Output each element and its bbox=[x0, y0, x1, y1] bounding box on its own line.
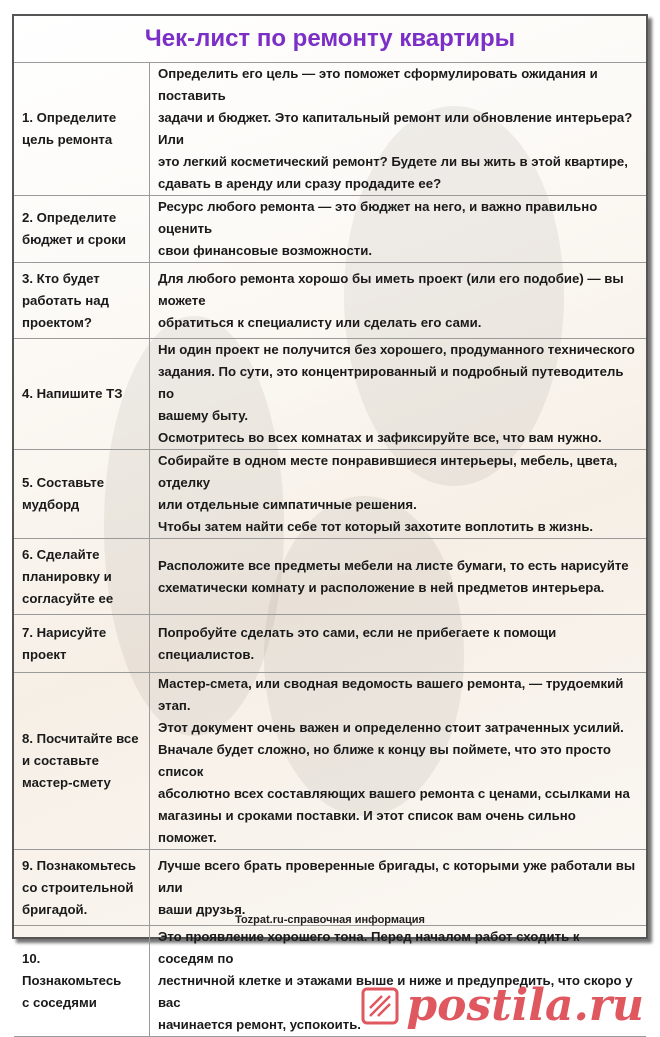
step-description-line: магазины и сроками поставки. И этот список вам очень сильно поможет. bbox=[158, 808, 576, 845]
step-label-line: работать над bbox=[22, 292, 109, 308]
step-label-line: 3. Кто будет bbox=[22, 270, 100, 286]
step-label-line: с соседями bbox=[22, 995, 97, 1010]
step-description-line: Чтобы затем найти себе тот который захотите воплотить в жизнь. bbox=[158, 519, 594, 534]
step-label-line: 8. Посчитайте все bbox=[22, 731, 139, 746]
step-description-line: Вначале будет сложно, но ближе к концу вы поймете, что это просто список bbox=[158, 742, 611, 779]
step-label bbox=[14, 926, 150, 1037]
step-description-line: Попробуйте сделать это сами, если не прибегаете к помощи специалистов. bbox=[158, 624, 557, 662]
checklist-row bbox=[14, 263, 646, 339]
step-label-line: бригадой. bbox=[22, 901, 88, 917]
step-description-line: лестничной клетке и этажами выше и ниже и предупредить, что скоро у вас bbox=[158, 973, 633, 1010]
step-label-line: 6. Сделайте bbox=[22, 546, 100, 562]
step-label bbox=[14, 539, 150, 615]
step-description bbox=[150, 339, 647, 450]
step-description-line: Лучше всего брать проверенные бригады, с которыми уже работали вы или bbox=[158, 857, 636, 895]
step-label bbox=[14, 263, 150, 339]
checklist-row bbox=[14, 450, 646, 539]
step-description bbox=[150, 539, 647, 615]
step-description-line: это легкий косметический ремонт? Будете ли вы жить в этой квартире, bbox=[158, 154, 628, 169]
step-description-line: задания. По сути, это концентрированный и подробный путеводитель по bbox=[158, 364, 624, 401]
step-description-line: Ни один проект не получится без хорошего, продуманного технического bbox=[158, 342, 635, 357]
checklist-row bbox=[14, 673, 646, 850]
checklist-row bbox=[14, 63, 646, 196]
step-description bbox=[150, 450, 647, 539]
page-title: Чек-лист по ремонту квартиры bbox=[14, 16, 646, 63]
step-description-line: Для любого ремонта хорошо бы иметь проект (или его подобие) — вы можете bbox=[158, 270, 624, 308]
step-description-line: или отдельные симпатичные решения. bbox=[158, 497, 417, 512]
step-label-line: 5. Составьте bbox=[22, 475, 105, 490]
step-description-line: Расположите все предметы мебели на листе бумаги, то есть нарисуйте bbox=[158, 557, 629, 573]
step-label-line: мудборд bbox=[22, 497, 80, 512]
step-description-line: Мастер-смета, или сводная ведомость вашего ремонта, — трудоемкий этап. bbox=[158, 676, 624, 713]
checklist-row bbox=[14, 196, 646, 263]
step-label-line: со строительной bbox=[22, 879, 134, 895]
checklist-row bbox=[14, 339, 646, 450]
step-label-line: 9. Познакомьтесь bbox=[22, 857, 136, 873]
step-label-line: согласуйте ее bbox=[22, 590, 114, 606]
step-description bbox=[150, 673, 647, 850]
step-label-line: 10. Познакомьтесь bbox=[22, 951, 122, 988]
step-description-line: схематически комнату и расположение в ней предметов интерьера. bbox=[158, 579, 605, 595]
step-description-line: начинается ремонт, успокоить. bbox=[158, 1017, 361, 1032]
step-label-line: бюджет и сроки bbox=[22, 232, 126, 247]
watermark-text: postila.ru bbox=[406, 980, 644, 1031]
step-description-line: Ресурс любого ремонта — это бюджет на него, и важно правильно оценить bbox=[158, 199, 598, 236]
step-description-line: вашему быту. bbox=[158, 408, 249, 423]
step-label-line: планировку и bbox=[22, 568, 112, 584]
step-description bbox=[150, 63, 647, 196]
step-description-line: сдавать в аренду или сразу продадите ее? bbox=[158, 176, 442, 191]
step-description bbox=[150, 615, 647, 673]
step-label bbox=[14, 450, 150, 539]
step-description-line: задачи и бюджет. Это капитальный ремонт или обновление интерьера? Или bbox=[158, 110, 633, 147]
step-description-line: абсолютно всех составляющих вашего ремонта с ценами, ссылками на bbox=[158, 786, 630, 801]
step-description-line: обратиться к специалисту или сделать его сами. bbox=[158, 314, 482, 330]
step-label-line: 4. Напишите ТЗ bbox=[22, 386, 123, 401]
step-description bbox=[150, 196, 647, 263]
step-description-line: Этот документ очень важен и определенно стоит затраченных усилий. bbox=[158, 720, 624, 735]
step-label-line: цель ремонта bbox=[22, 132, 113, 147]
step-description-line: ваши друзья. bbox=[158, 901, 246, 917]
postila-watermark bbox=[360, 980, 644, 1031]
step-description-line: Собирайте в одном месте понравившиеся интерьеры, мебель, цвета, отделку bbox=[158, 453, 618, 490]
step-description-line: свои финансовые возможности. bbox=[158, 243, 373, 258]
step-description-line: Это проявление хорошего тона. Перед началом работ сходить к соседям по bbox=[158, 929, 580, 966]
step-label bbox=[14, 673, 150, 850]
checklist-table bbox=[14, 63, 646, 1037]
postila-logo-icon bbox=[360, 986, 400, 1026]
step-label-line: проект bbox=[22, 646, 67, 662]
step-label-line: 7. Нарисуйте bbox=[22, 624, 107, 640]
step-label-line: мастер-смету bbox=[22, 775, 111, 790]
step-label-line: и составьте bbox=[22, 753, 99, 768]
step-description-line: Определить его цель — это поможет сформулировать ожидания и поставить bbox=[158, 66, 598, 103]
step-label-line: проектом? bbox=[22, 314, 92, 330]
footer-source: Tozpat.ru-справочная информация bbox=[235, 914, 425, 926]
step-label bbox=[14, 63, 150, 196]
checklist-row bbox=[14, 539, 646, 615]
step-label bbox=[14, 339, 150, 450]
step-description bbox=[150, 263, 647, 339]
checklist-row bbox=[14, 615, 646, 673]
step-label-line: 2. Определите bbox=[22, 210, 117, 225]
step-label bbox=[14, 615, 150, 673]
step-description-line: Осмотритесь во всех комнатах и зафиксируйте все, что вам нужно. bbox=[158, 430, 602, 445]
step-label bbox=[14, 196, 150, 263]
step-label-line: 1. Определите bbox=[22, 110, 117, 125]
